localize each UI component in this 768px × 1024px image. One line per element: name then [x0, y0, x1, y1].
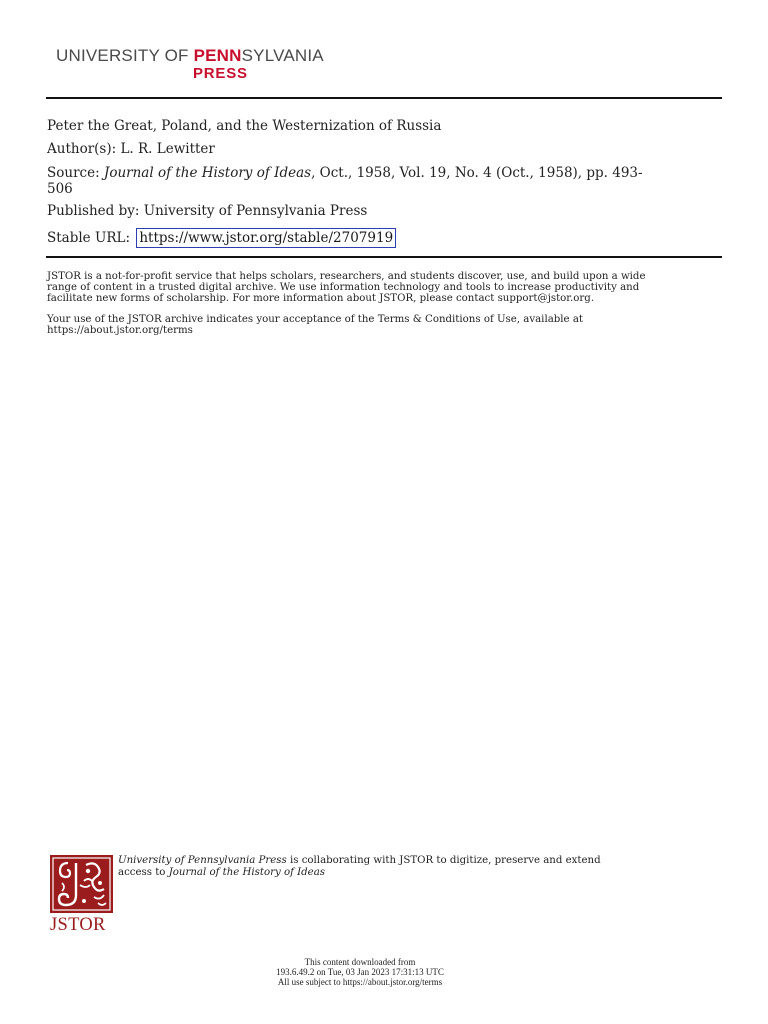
- jstor-logo: [50, 855, 114, 935]
- download-footer: [0, 957, 720, 987]
- source-journal: Journal of the History of Ideas: [103, 165, 312, 181]
- footer-line: 193.6.49.2 on Tue, 03 Jan 2023 17:31:13 UTC: [276, 967, 444, 977]
- terms-notice-line: Your use of the JSTOR archive indicates your acceptance of the Terms & Conditions of Use, available at: [47, 314, 583, 325]
- collab-journal: Journal of the History of Ideas: [168, 867, 326, 878]
- jstor-emblem-icon: [50, 855, 113, 913]
- published-label: Published by:: [47, 203, 140, 219]
- logo-penn: PENN: [193, 46, 242, 65]
- collab-publisher: University of Pennsylvania Press: [118, 855, 287, 866]
- publisher-logo: [56, 46, 336, 82]
- source-line: [47, 165, 717, 197]
- collab-text: is collaborating with JSTOR to digitize, preserve and extend: [286, 855, 601, 866]
- jstor-notice-line: range of content in a trusted digital archive. We use information technology and tools to increase productivity and: [47, 282, 640, 293]
- author-line: [47, 141, 717, 157]
- terms-url[interactable]: https://about.jstor.org/terms: [47, 325, 193, 336]
- source-label: Source:: [47, 165, 100, 181]
- logo-suffix: SYLVANIA: [241, 46, 324, 65]
- publisher-name: University of Pennsylvania Press: [143, 203, 368, 219]
- article-title: Peter the Great, Poland, and the Westernization of Russia: [47, 118, 442, 134]
- stable-url-link[interactable]: https://www.jstor.org/stable/2707919: [136, 228, 396, 248]
- source-details: , Oct., 1958, Vol. 19, No. 4 (Oct., 1958), pp. 493-: [311, 165, 643, 181]
- stable-url-label: Stable URL:: [47, 230, 131, 246]
- collab-text-cont: access to: [118, 867, 169, 878]
- publisher-logo-line2: PRESS: [193, 65, 248, 82]
- source-details-cont: 506: [47, 181, 73, 197]
- published-line: [47, 203, 717, 219]
- footer-line: All use subject to https://about.jstor.org/terms: [277, 977, 443, 987]
- footer-line: This content downloaded from: [304, 957, 416, 967]
- jstor-wordmark: JSTOR: [50, 915, 106, 935]
- collaboration-statement: [118, 855, 698, 879]
- jstor-notice-line: facilitate new forms of scholarship. For more information about JSTOR, please contact support@jstor.org.: [47, 293, 595, 304]
- stable-url-line: [47, 228, 717, 248]
- author-name: L. R. Lewitter: [120, 141, 215, 157]
- author-label: Author(s):: [47, 141, 117, 157]
- middle-divider: [46, 256, 722, 258]
- jstor-notice: [47, 271, 727, 304]
- terms-notice: [47, 314, 727, 336]
- publisher-logo-line1: [56, 46, 336, 65]
- top-divider: [46, 97, 722, 99]
- logo-prefix: UNIVERSITY OF: [56, 46, 194, 65]
- jstor-notice-line: JSTOR is a not-for-profit service that helps scholars, researchers, and students discover, use, and build upon a wide: [47, 271, 646, 282]
